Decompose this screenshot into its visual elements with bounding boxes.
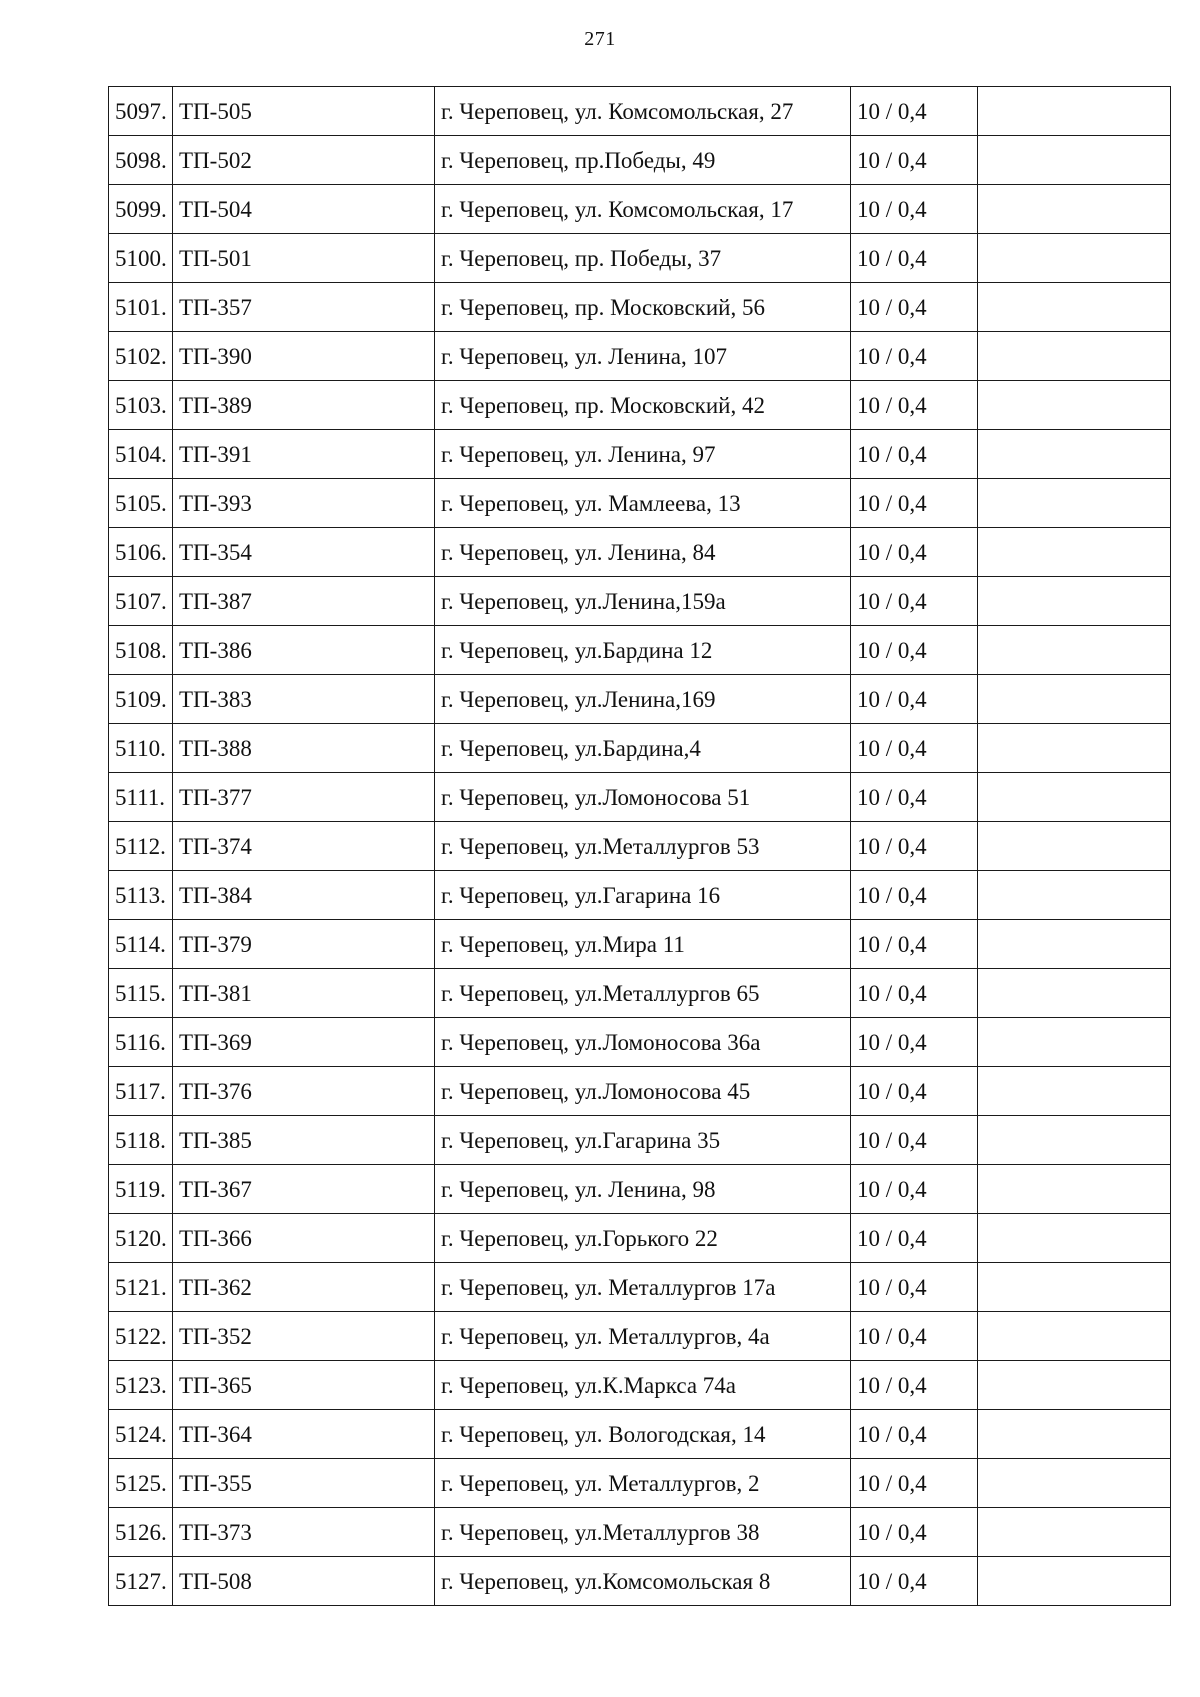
table-row	[109, 577, 1171, 626]
voltage-cell: 10 / 0,4	[851, 1361, 978, 1410]
row-number-cell: 5101.	[109, 283, 173, 332]
notes-cell	[978, 626, 1171, 675]
substation-code-cell: ТП-381	[173, 969, 435, 1018]
address-cell: г. Череповец, ул.Бардина,4	[435, 724, 851, 773]
substation-code-cell: ТП-387	[173, 577, 435, 626]
address-cell: г. Череповец, ул.Металлургов 65	[435, 969, 851, 1018]
row-number-cell: 5123.	[109, 1361, 173, 1410]
notes-cell	[978, 724, 1171, 773]
substation-code-cell: ТП-376	[173, 1067, 435, 1116]
table-row	[109, 430, 1171, 479]
voltage-cell: 10 / 0,4	[851, 1067, 978, 1116]
row-number-cell: 5126.	[109, 1508, 173, 1557]
table-row	[109, 969, 1171, 1018]
voltage-cell: 10 / 0,4	[851, 136, 978, 185]
voltage-cell: 10 / 0,4	[851, 479, 978, 528]
row-number-cell: 5098.	[109, 136, 173, 185]
row-number-cell: 5118.	[109, 1116, 173, 1165]
table-body	[109, 87, 1171, 1606]
address-cell: г. Череповец, ул.Металлургов 38	[435, 1508, 851, 1557]
table-row	[109, 724, 1171, 773]
row-number-cell: 5121.	[109, 1263, 173, 1312]
address-cell: г. Череповец, ул.Горького 22	[435, 1214, 851, 1263]
table-row	[109, 1410, 1171, 1459]
voltage-cell: 10 / 0,4	[851, 1214, 978, 1263]
row-number-cell: 5114.	[109, 920, 173, 969]
address-cell: г. Череповец, ул. Мамлеева, 13	[435, 479, 851, 528]
address-cell: г. Череповец, ул.Металлургов 53	[435, 822, 851, 871]
voltage-cell: 10 / 0,4	[851, 773, 978, 822]
notes-cell	[978, 283, 1171, 332]
row-number-cell: 5102.	[109, 332, 173, 381]
address-cell: г. Череповец, ул.Бардина 12	[435, 626, 851, 675]
table-row	[109, 1116, 1171, 1165]
notes-cell	[978, 1410, 1171, 1459]
row-number-cell: 5111.	[109, 773, 173, 822]
address-cell: г. Череповец, пр.Победы, 49	[435, 136, 851, 185]
table-row	[109, 87, 1171, 136]
address-cell: г. Череповец, ул.Ломоносова 45	[435, 1067, 851, 1116]
table-row	[109, 1165, 1171, 1214]
substation-code-cell: ТП-508	[173, 1557, 435, 1606]
substation-code-cell: ТП-365	[173, 1361, 435, 1410]
substation-code-cell: ТП-355	[173, 1459, 435, 1508]
substation-code-cell: ТП-389	[173, 381, 435, 430]
substation-code-cell: ТП-393	[173, 479, 435, 528]
table-row	[109, 1067, 1171, 1116]
address-cell: г. Череповец, пр. Победы, 37	[435, 234, 851, 283]
table-row	[109, 1361, 1171, 1410]
address-cell: г. Череповец, ул. Ленина, 107	[435, 332, 851, 381]
voltage-cell: 10 / 0,4	[851, 1459, 978, 1508]
notes-cell	[978, 1165, 1171, 1214]
substation-code-cell: ТП-352	[173, 1312, 435, 1361]
substation-code-cell: ТП-373	[173, 1508, 435, 1557]
voltage-cell: 10 / 0,4	[851, 675, 978, 724]
substation-code-cell: ТП-374	[173, 822, 435, 871]
voltage-cell: 10 / 0,4	[851, 871, 978, 920]
substation-code-cell: ТП-369	[173, 1018, 435, 1067]
notes-cell	[978, 1459, 1171, 1508]
voltage-cell: 10 / 0,4	[851, 430, 978, 479]
notes-cell	[978, 136, 1171, 185]
row-number-cell: 5117.	[109, 1067, 173, 1116]
voltage-cell: 10 / 0,4	[851, 1165, 978, 1214]
substation-code-cell: ТП-388	[173, 724, 435, 773]
table-row	[109, 871, 1171, 920]
row-number-cell: 5122.	[109, 1312, 173, 1361]
row-number-cell: 5112.	[109, 822, 173, 871]
table-row	[109, 1312, 1171, 1361]
notes-cell	[978, 430, 1171, 479]
notes-cell	[978, 920, 1171, 969]
row-number-cell: 5108.	[109, 626, 173, 675]
voltage-cell: 10 / 0,4	[851, 87, 978, 136]
table-row	[109, 136, 1171, 185]
row-number-cell: 5115.	[109, 969, 173, 1018]
row-number-cell: 5110.	[109, 724, 173, 773]
address-cell: г. Череповец, ул.Ломоносова 51	[435, 773, 851, 822]
voltage-cell: 10 / 0,4	[851, 724, 978, 773]
table-row	[109, 332, 1171, 381]
address-cell: г. Череповец, ул.Ломоносова 36а	[435, 1018, 851, 1067]
address-cell: г. Череповец, ул.Гагарина 35	[435, 1116, 851, 1165]
notes-cell	[978, 479, 1171, 528]
voltage-cell: 10 / 0,4	[851, 822, 978, 871]
row-number-cell: 5099.	[109, 185, 173, 234]
address-cell: г. Череповец, ул. Металлургов 17а	[435, 1263, 851, 1312]
row-number-cell: 5120.	[109, 1214, 173, 1263]
substation-code-cell: ТП-366	[173, 1214, 435, 1263]
address-cell: г. Череповец, ул. Вологодская, 14	[435, 1410, 851, 1459]
table-row	[109, 283, 1171, 332]
voltage-cell: 10 / 0,4	[851, 1508, 978, 1557]
table-row	[109, 1459, 1171, 1508]
table-row	[109, 1263, 1171, 1312]
notes-cell	[978, 332, 1171, 381]
row-number-cell: 5106.	[109, 528, 173, 577]
address-cell: г. Череповец, ул.Комсомольская 8	[435, 1557, 851, 1606]
table-row	[109, 528, 1171, 577]
address-cell: г. Череповец, ул.Мира 11	[435, 920, 851, 969]
substation-code-cell: ТП-357	[173, 283, 435, 332]
address-cell: г. Череповец, ул.Ленина,169	[435, 675, 851, 724]
row-number-cell: 5113.	[109, 871, 173, 920]
substation-code-cell: ТП-385	[173, 1116, 435, 1165]
substation-code-cell: ТП-379	[173, 920, 435, 969]
substation-code-cell: ТП-504	[173, 185, 435, 234]
address-cell: г. Череповец, ул. Комсомольская, 17	[435, 185, 851, 234]
address-cell: г. Череповец, ул. Металлургов, 2	[435, 1459, 851, 1508]
substation-table	[108, 86, 1171, 1606]
row-number-cell: 5097.	[109, 87, 173, 136]
notes-cell	[978, 1067, 1171, 1116]
table-row	[109, 1018, 1171, 1067]
notes-cell	[978, 1557, 1171, 1606]
address-cell: г. Череповец, ул.К.Маркса 74а	[435, 1361, 851, 1410]
notes-cell	[978, 675, 1171, 724]
voltage-cell: 10 / 0,4	[851, 626, 978, 675]
substation-code-cell: ТП-391	[173, 430, 435, 479]
notes-cell	[978, 1361, 1171, 1410]
notes-cell	[978, 185, 1171, 234]
substation-code-cell: ТП-384	[173, 871, 435, 920]
table-row	[109, 1557, 1171, 1606]
address-cell: г. Череповец, ул. Комсомольская, 27	[435, 87, 851, 136]
table-row	[109, 479, 1171, 528]
substation-code-cell: ТП-377	[173, 773, 435, 822]
row-number-cell: 5105.	[109, 479, 173, 528]
voltage-cell: 10 / 0,4	[851, 332, 978, 381]
voltage-cell: 10 / 0,4	[851, 185, 978, 234]
row-number-cell: 5104.	[109, 430, 173, 479]
notes-cell	[978, 87, 1171, 136]
voltage-cell: 10 / 0,4	[851, 1116, 978, 1165]
voltage-cell: 10 / 0,4	[851, 283, 978, 332]
voltage-cell: 10 / 0,4	[851, 1263, 978, 1312]
table-row	[109, 234, 1171, 283]
voltage-cell: 10 / 0,4	[851, 1018, 978, 1067]
notes-cell	[978, 822, 1171, 871]
address-cell: г. Череповец, ул.Гагарина 16	[435, 871, 851, 920]
notes-cell	[978, 773, 1171, 822]
notes-cell	[978, 1116, 1171, 1165]
substation-code-cell: ТП-354	[173, 528, 435, 577]
notes-cell	[978, 577, 1171, 626]
substation-code-cell: ТП-390	[173, 332, 435, 381]
row-number-cell: 5125.	[109, 1459, 173, 1508]
substation-code-cell: ТП-383	[173, 675, 435, 724]
address-cell: г. Череповец, ул. Ленина, 97	[435, 430, 851, 479]
substation-code-cell: ТП-505	[173, 87, 435, 136]
notes-cell	[978, 1018, 1171, 1067]
substation-code-cell: ТП-362	[173, 1263, 435, 1312]
row-number-cell: 5124.	[109, 1410, 173, 1459]
address-cell: г. Череповец, ул. Металлургов, 4а	[435, 1312, 851, 1361]
notes-cell	[978, 969, 1171, 1018]
notes-cell	[978, 1312, 1171, 1361]
notes-cell	[978, 871, 1171, 920]
table-row	[109, 822, 1171, 871]
substation-code-cell: ТП-386	[173, 626, 435, 675]
substation-code-cell: ТП-501	[173, 234, 435, 283]
notes-cell	[978, 1508, 1171, 1557]
table-row	[109, 773, 1171, 822]
table-row	[109, 920, 1171, 969]
voltage-cell: 10 / 0,4	[851, 969, 978, 1018]
row-number-cell: 5107.	[109, 577, 173, 626]
voltage-cell: 10 / 0,4	[851, 381, 978, 430]
table-row	[109, 626, 1171, 675]
table-row	[109, 381, 1171, 430]
address-cell: г. Череповец, пр. Московский, 42	[435, 381, 851, 430]
voltage-cell: 10 / 0,4	[851, 1312, 978, 1361]
table-row	[109, 185, 1171, 234]
voltage-cell: 10 / 0,4	[851, 577, 978, 626]
address-cell: г. Череповец, ул. Ленина, 84	[435, 528, 851, 577]
row-number-cell: 5109.	[109, 675, 173, 724]
row-number-cell: 5116.	[109, 1018, 173, 1067]
table-row	[109, 1214, 1171, 1263]
voltage-cell: 10 / 0,4	[851, 528, 978, 577]
address-cell: г. Череповец, ул.Ленина,159а	[435, 577, 851, 626]
notes-cell	[978, 528, 1171, 577]
row-number-cell: 5119.	[109, 1165, 173, 1214]
row-number-cell: 5127.	[109, 1557, 173, 1606]
substation-code-cell: ТП-367	[173, 1165, 435, 1214]
table-row	[109, 675, 1171, 724]
voltage-cell: 10 / 0,4	[851, 1410, 978, 1459]
notes-cell	[978, 381, 1171, 430]
row-number-cell: 5103.	[109, 381, 173, 430]
page-number: 271	[584, 28, 616, 50]
voltage-cell: 10 / 0,4	[851, 1557, 978, 1606]
notes-cell	[978, 1263, 1171, 1312]
address-cell: г. Череповец, пр. Московский, 56	[435, 283, 851, 332]
row-number-cell: 5100.	[109, 234, 173, 283]
notes-cell	[978, 1214, 1171, 1263]
voltage-cell: 10 / 0,4	[851, 920, 978, 969]
address-cell: г. Череповец, ул. Ленина, 98	[435, 1165, 851, 1214]
voltage-cell: 10 / 0,4	[851, 234, 978, 283]
notes-cell	[978, 234, 1171, 283]
table-row	[109, 1508, 1171, 1557]
substation-code-cell: ТП-364	[173, 1410, 435, 1459]
substation-code-cell: ТП-502	[173, 136, 435, 185]
